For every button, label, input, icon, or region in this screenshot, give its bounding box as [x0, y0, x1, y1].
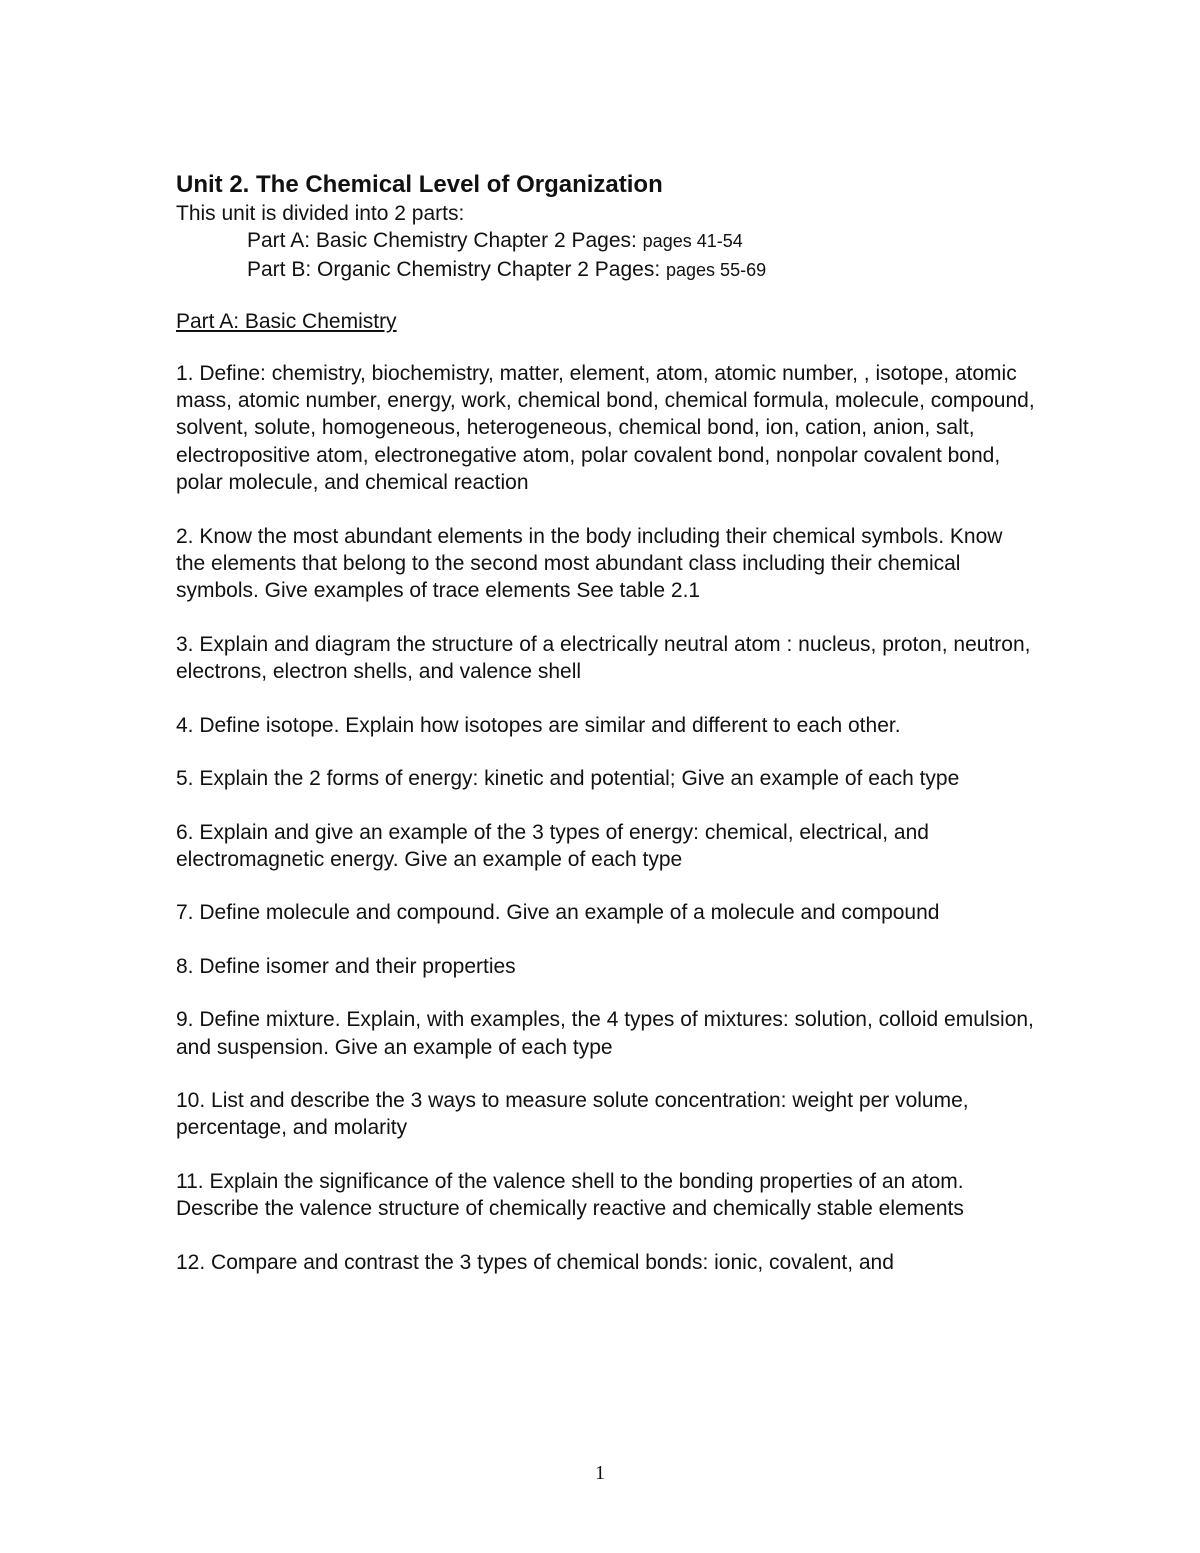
list-item: 3. Explain and diagram the structure of a electrically neutral atom : nucleus, proton, neutron, electrons, electron shells, and valence shell — [176, 632, 1031, 684]
part-a-line — [247, 227, 1036, 255]
list-item: 4. Define isotope. Explain how isotopes are similar and different to each other. — [176, 713, 901, 737]
part-a-label: Part A: Basic Chemistry Chapter 2 Pages: — [247, 229, 643, 253]
list-item: 9. Define mixture. Explain, with examples, the 4 types of mixtures: solution, colloid emulsion, and suspension. Give an example of each type — [176, 1008, 1034, 1059]
document-body — [176, 170, 1036, 1276]
parts-list — [176, 227, 1036, 284]
section-heading: Part A: Basic Chemistry — [176, 310, 397, 334]
list-item: 5. Explain the 2 forms of energy: kinetic and potential; Give an example of each type — [176, 767, 960, 791]
intro-text: This unit is divided into 2 parts: — [176, 202, 465, 225]
list-item: 7. Define molecule and compound. Give an example of a molecule and compound — [176, 901, 940, 925]
part-b-line — [247, 256, 1036, 284]
list-item: 12. Compare and contrast the 3 types of chemical bonds: ionic, covalent, and — [176, 1250, 894, 1274]
document-title: Unit 2. The Chemical Level of Organization — [176, 171, 663, 198]
list-item: 10. List and describe the 3 ways to measure solute concentration: weight per volume, percentage, and molarity — [176, 1088, 969, 1140]
list-item: 1. Define: chemistry, biochemistry, matter, element, atom, atomic number, , isotope, atomic mass, atomic number, energy, work, chemical bond, chemical formula, molecule, compound, solvent, solute, homogeneous, heterogeneous, chemical bond, ion, cation, anion, salt, electropositive atom, electronegative atom, polar covalent bond, nonpolar covalent bond, polar molecule, and chemical reaction — [176, 361, 1035, 495]
list-item: 6. Explain and give an example of the 3 types of energy: chemical, electrical, and electromagnetic energy. Give an example of each type — [176, 820, 929, 871]
list-item: 11. Explain the significance of the valence shell to the bonding properties of an atom. Describe the valence structure of chemically reactive and chemically stable elements — [176, 1169, 964, 1221]
page-number: 1 — [595, 1462, 605, 1484]
list-item: 8. Define isomer and their properties — [176, 954, 516, 978]
part-b-pages: pages 55-69 — [666, 259, 767, 280]
part-a-pages: pages 41-54 — [642, 231, 743, 252]
list-item: 2. Know the most abundant elements in the body including their chemical symbols. Know the elements that belong to the second most abundant class including their chemical symbols. Give examples of trace elements See table 2.1 — [176, 524, 1003, 603]
part-b-label: Part B: Organic Chemistry Chapter 2 Pages: — [247, 257, 667, 281]
